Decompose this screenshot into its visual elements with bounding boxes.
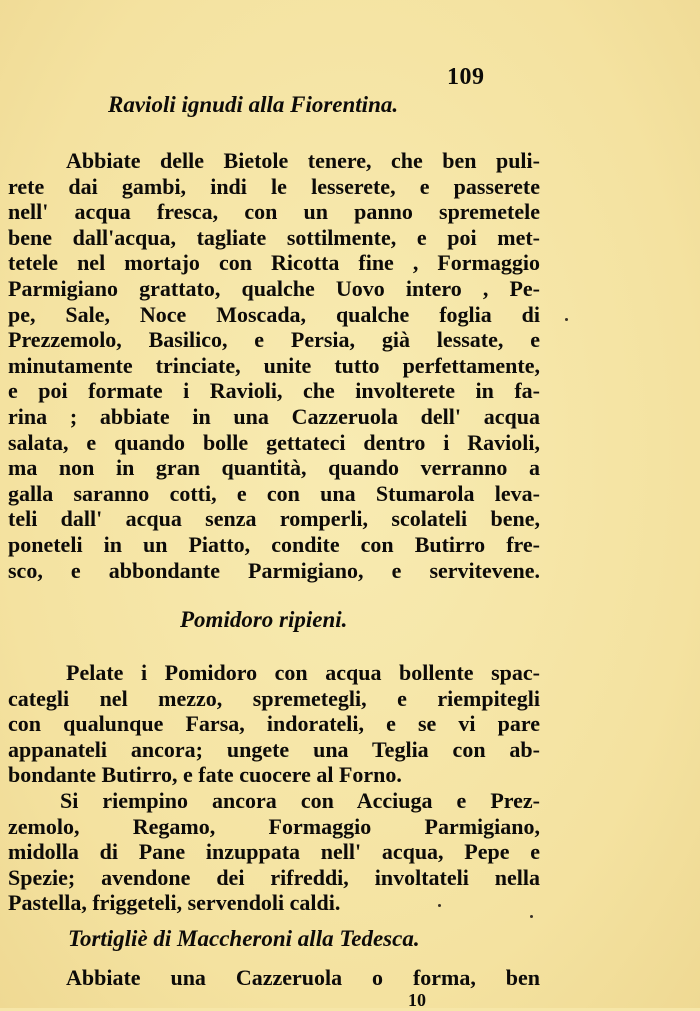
text-line: nell' acqua fresca, con un panno spremetele <box>8 199 540 225</box>
recipe-paragraph <box>8 148 540 583</box>
paper-speck <box>565 318 568 321</box>
text-line: tetele nel mortajo con Ricotta fine , Formaggio <box>8 250 540 276</box>
text-line: poneteli in un Piatto, condite con Butirro fre- <box>8 531 540 557</box>
text-line: pe, Sale, Noce Moscada, qualche foglia di <box>8 301 540 327</box>
text-line: con qualunque Farsa, indorateli, e se vi pare <box>8 711 540 737</box>
text-line: Pelate i Pomidoro con acqua bollente spac- <box>66 660 540 685</box>
text-line: Spezie; avendone dei rifreddi, involtateli nella <box>8 864 540 890</box>
recipe-title-ravioli: Ravioli ignudi alla Fiorentina. <box>108 92 399 117</box>
text-line: bene dall'acqua, tagliate sottilmente, e poi met- <box>8 224 540 250</box>
text-line: bondante Butirro, e fate cuocere al Forno. <box>8 762 402 788</box>
text-line: Prezzemolo, Basilico, e Persia, già lessate, e <box>8 327 540 353</box>
text-line: midolla di Pane inzuppata nell' acqua, Pepe e <box>8 839 540 865</box>
text-line: ma non in gran quantità, quando verranno a <box>8 455 540 481</box>
signature-mark: 10 <box>408 990 426 1010</box>
text-line: galla saranno cotti, e con una Stumarola leva- <box>8 480 540 506</box>
text-line: salata, e quando bolle gettateci dentro i Ravioli, <box>8 429 540 455</box>
text-line: sco, e abbondante Parmigiano, e servitevene. <box>8 557 540 583</box>
recipe-title-pomidoro: Pomidoro ripieni. <box>180 607 348 632</box>
text-line: Parmigiano grattato, qualche Uovo intero , Pe- <box>8 275 540 301</box>
text-line: zemolo, Regamo, Formaggio Parmigiano, <box>8 813 540 839</box>
text-line: Abbiate una Cazzeruola o forma, ben <box>66 965 540 990</box>
text-line: Pastella, friggeteli, servendoli caldi. <box>8 890 341 916</box>
text-line: appanateli ancora; ungete una Teglia con ab- <box>8 736 540 762</box>
text-line: categli nel mezzo, spremetegli, e riempitegli <box>8 685 540 711</box>
text-line: Si riempino ancora con Acciuga e Prez- <box>60 787 540 813</box>
text-line: Abbiate delle Bietole tenere, che ben puli- <box>66 148 540 173</box>
recipe-paragraph <box>8 965 540 991</box>
text-line: e poi formate i Ravioli, che involterete in fa- <box>8 378 540 404</box>
text-line: minutamente trinciate, unite tutto perfettamente, <box>8 352 540 378</box>
text-line: rina ; abbiate in una Cazzeruola dell' acqua <box>8 403 540 429</box>
paper-speck <box>438 904 441 907</box>
recipe-paragraph <box>8 660 540 916</box>
recipe-title-tortiglie: Tortigliè di Maccheroni alla Tedesca. <box>68 926 420 951</box>
text-line: rete dai gambi, indi le lesserete, e passerete <box>8 173 540 199</box>
page-number: 109 <box>447 64 485 90</box>
paper-speck <box>530 915 533 918</box>
text-line: teli dall' acqua senza romperli, scolateli bene, <box>8 506 540 532</box>
